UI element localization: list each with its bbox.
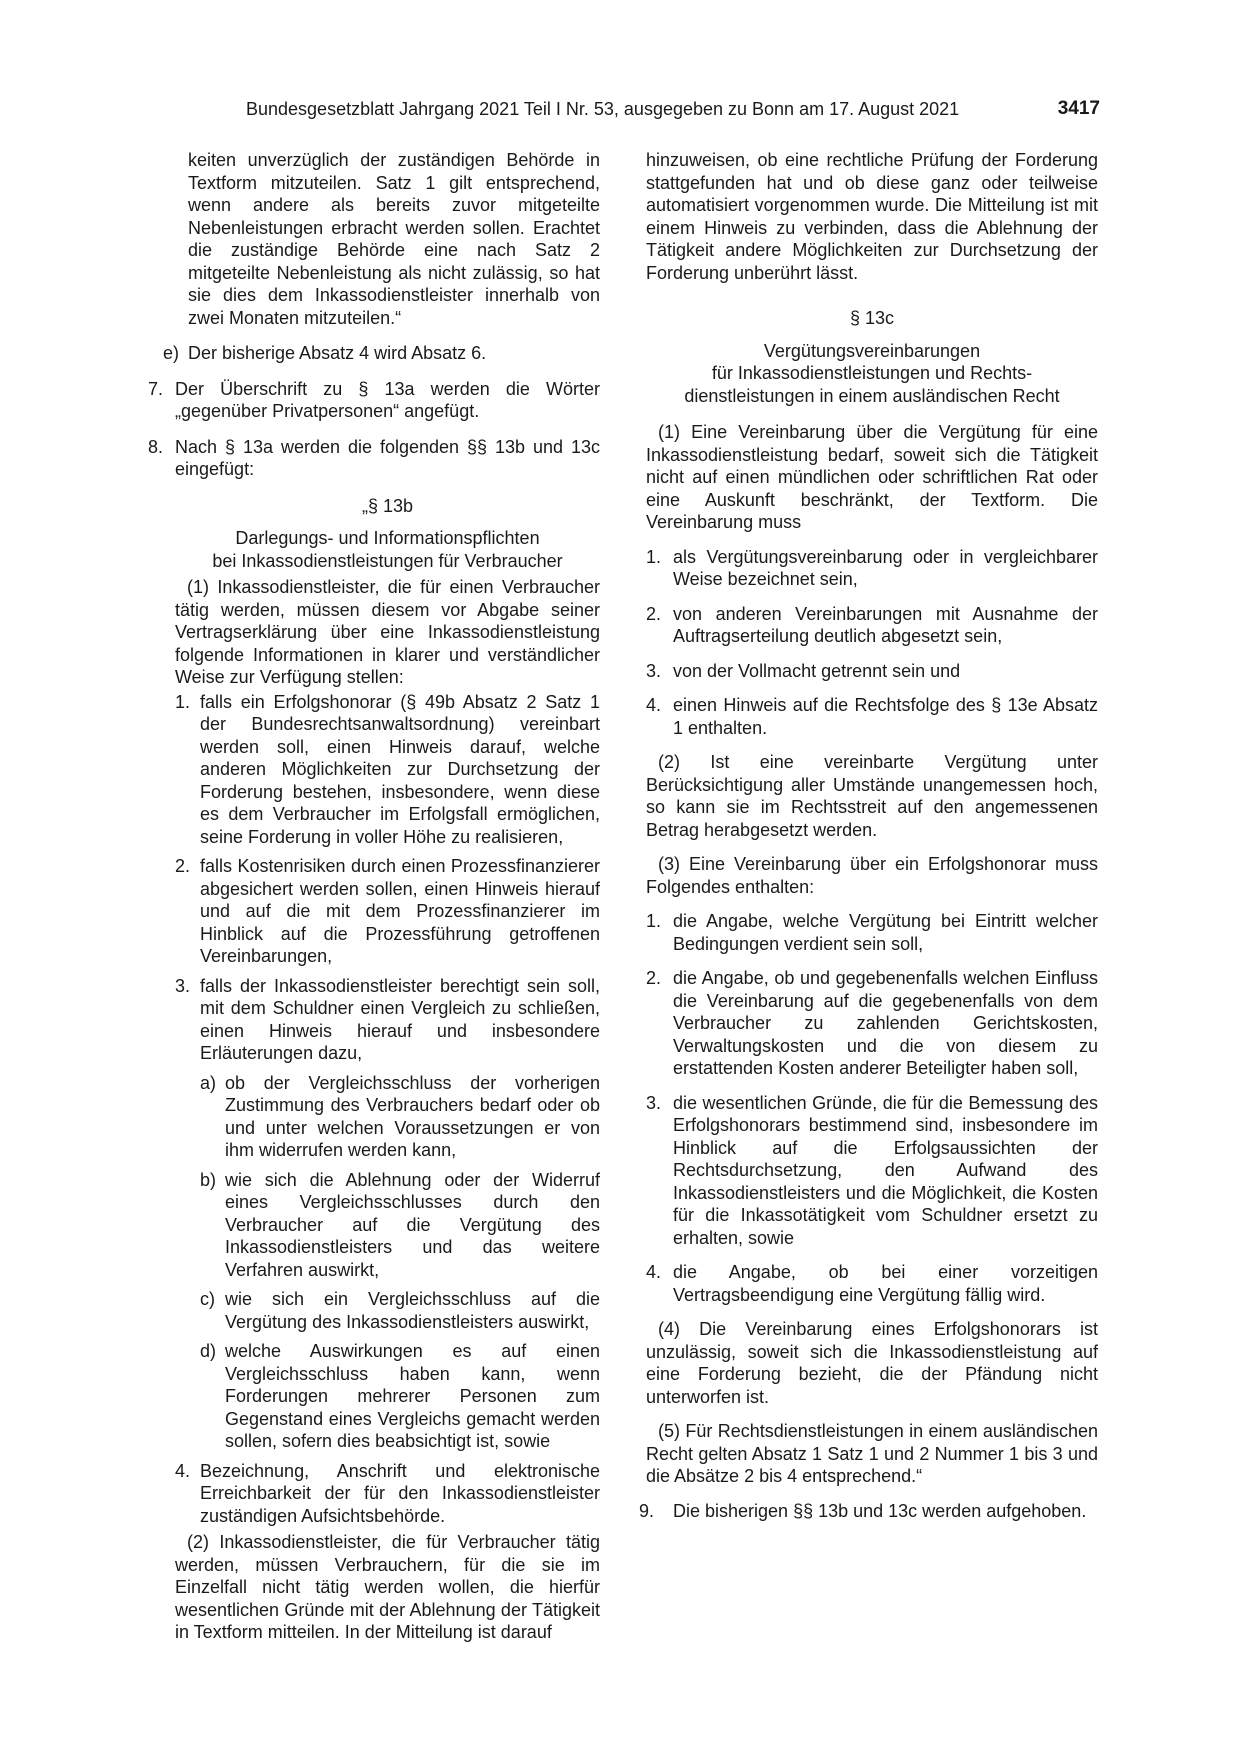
list-text: ob der Vergleichsschluss der vorherigen Zustimmung des Verbrauchers bedarf oder ob und unter welchen Voraussetzungen er von ihm widerrufen werden kann, (225, 1072, 600, 1160)
list-text: falls Kostenrisiken durch einen Prozessfinanzierer abgesichert werden sollen, einen Hinweis hierauf und auf die mit dem Prozessfinanzierer im Hinblick auf die Prozessführung getroffenen Vereinbarungen, (200, 856, 600, 966)
list-text: wie sich ein Vergleichsschluss auf die Vergütung des Inkassodienstleisters auswirkt, (225, 1289, 600, 1332)
list-text: Bezeichnung, Anschrift und elektronische Erreichbarkeit der für den Inkassodienstleister zuständigen Aufsichtsbehörde. (200, 1460, 600, 1526)
list-item (646, 694, 1098, 739)
list-item (646, 546, 1098, 591)
paragraph-abs1: (1) Eine Vereinbarung über die Vergütung für eine Inkassodienstleistung bedarf, soweit sich die Tätigkeit nicht auf einen mündlichen oder schriftlichen Rat oder eine Auskunft beschränkt, der Textform. Die Vereinbarung muss (646, 422, 1098, 532)
list-item (175, 975, 600, 1065)
list-marker: 3. (646, 660, 662, 681)
paragraph-abs1: (1) Inkassodienstleister, die für einen Verbraucher tätig werden, müssen diesem vor Abgabe seiner Vertragserklärung über eine Inkassodienstleistung folgende Informationen in klarer und verständlicher Weise zur Verfügung stellen: (175, 577, 600, 687)
list-marker: 7. (148, 378, 164, 399)
list-marker: 3. (646, 1092, 662, 1113)
paragraph-abs5: (5) Für Rechtsdienstleistungen in einem ausländischen Recht gelten Absatz 1 Satz 1 und 2 Nummer 1 bis 3 und die Absätze 2 bis 4 entsprechend.“ (646, 1421, 1098, 1486)
section-title-line: Darlegungs- und Informationspflichten (235, 528, 540, 548)
list-item-9 (639, 1500, 1098, 1523)
paragraph-abs3: (3) Eine Vereinbarung über ein Erfolgshonorar muss Folgendes enthalten: (646, 854, 1098, 897)
section-heading-13c: § 13c (849, 308, 895, 328)
list-marker: 1. (646, 911, 662, 931)
list-item (646, 910, 1098, 955)
list-text: die Angabe, ob bei einer vorzeitigen Vertragsbeendigung eine Vergütung fällig wird. (673, 1262, 1098, 1305)
list-text: falls ein Erfolgshonorar (§ 49b Absatz 2 Satz 1 der Bundesrechtsanwaltsordnung) vereinbart werden soll, einen Hinweis darauf, welche anderen Möglichkeiten zur Durchsetzung der Forderung bestehen, insbesondere, wenn diese es dem Verbraucher im Erfolgsfall ermöglichen, seine Forderung in voller Höhe zu realisieren, (200, 691, 600, 847)
sublist-item (200, 1288, 600, 1333)
section-title-line: für Inkassodienstleistungen und Rechts- (711, 363, 1033, 383)
paragraph-abs2: (2) Inkassodienstleister, die für Verbraucher tätig werden, müssen Verbrauchern, für die sie im Einzelfall nicht tätig werden wollen, die hierfür wesentlichen Gründe mit der Ablehnung der Tätigkeit in Textform mitteilen. In der Mitteilung ist darauf (175, 1532, 600, 1642)
paragraph-abs2: (2) Ist eine vereinbarte Vergütung unter Berücksichtigung aller Umstände unangemessen hoch, so kann sie im Rechtsstreit auf den angemessenen Betrag herabgesetzt werden. (646, 752, 1098, 840)
list-marker: 1. (175, 691, 191, 712)
list-item (175, 691, 600, 849)
sublist-item (200, 1340, 600, 1453)
list-item-8 (148, 436, 600, 481)
list-text: Die bisherigen §§ 13b und 13c werden aufgehoben. (673, 1500, 1087, 1521)
left-column (148, 149, 600, 1644)
page-number: 3417 (1057, 98, 1100, 119)
list-text: die wesentlichen Gründe, die für die Bemessung des Erfolgshonorars bestimmend sind, insbesondere im Hinblick auf die Erfolgsaussichten der Rechtsdurchsetzung, den Aufwand des Inkassodienstleisters und die Möglichkeit, die Kosten für die Inkassotätigkeit vom Schuldner ersetzt zu erhalten, sowie (673, 1092, 1098, 1248)
section-title-line: bei Inkassodienstleistungen für Verbraucher (212, 550, 563, 571)
page-header (246, 98, 1100, 122)
list-marker: 2. (646, 603, 662, 624)
list-text: Der bisherige Absatz 4 wird Absatz 6. (188, 343, 487, 363)
list-item (646, 603, 1098, 648)
list-text: die Angabe, welche Vergütung bei Eintritt welcher Bedingungen verdient sein soll, (673, 911, 1098, 954)
list-item-7 (148, 378, 600, 423)
section-title-line: Vergütungsvereinbarungen (763, 340, 981, 361)
list-marker: d) (200, 1341, 217, 1361)
list-marker: b) (200, 1169, 217, 1190)
continued-paragraph: keiten unverzüglich der zuständigen Behörde in Textform mitzuteilen. Satz 1 gilt entsprechend, wenn andere als bereits zuvor mitgeteilte Nebenleistungen erbracht werden sollen. Erachtet die zuständige Behörde eine nach Satz 2 mitgeteilte Nebenleistung als nicht zulässig, so hat sie dies dem Inkassodienstleister innerhalb von zwei Monaten mitzuteilen.“ (188, 150, 600, 328)
list-item (646, 1261, 1098, 1306)
list-marker: 1. (646, 546, 662, 567)
list-item (175, 855, 600, 968)
list-text: die Angabe, ob und gegebenenfalls welchen Einfluss die Vereinbarung auf die gegebenenfalls von dem Verbraucher zu zahlenden Gerichtskosten, Verwaltungskosten und die von diesem zu erstattenden Kosten anderer Beteiligter haben soll, (673, 968, 1098, 1078)
list-text: welche Auswirkungen es auf einen Vergleichsschluss haben kann, wenn Forderungen mehrerer Personen zum Gegenstand eines Vergleichs gemacht werden sollen, sofern dies beabsichtigt ist, sowie (225, 1341, 600, 1451)
list-marker: 2. (175, 856, 191, 876)
list-text: falls der Inkassodienstleister berechtigt sein soll, mit dem Schuldner einen Vergleich zu schließen, einen Hinweis hierauf und insbesondere Erläuterungen dazu, (200, 975, 600, 1063)
list-marker: 3. (175, 975, 191, 996)
list-item (175, 1460, 600, 1528)
section-heading-13b: „§ 13b (361, 495, 414, 516)
list-text: als Vergütungsvereinbarung oder in vergleichbarer Weise bezeichnet sein, (673, 546, 1098, 589)
list-item (646, 967, 1098, 1080)
list-marker: 4. (646, 1262, 662, 1282)
list-marker: a) (200, 1072, 217, 1093)
list-text: Der Überschrift zu § 13a werden die Wörter „gegenüber Privatpersonen“ angefügt. (175, 378, 600, 421)
right-column (639, 149, 1098, 1522)
sublist-item (200, 1072, 600, 1162)
list-text: wie sich die Ablehnung oder der Widerruf eines Vergleichsschlusses durch den Verbraucher auf die Vergütung des Inkassodienstleisters und das weitere Verfahren auswirkt, (225, 1169, 600, 1280)
sublist-item (200, 1169, 600, 1282)
list-text: einen Hinweis auf die Rechtsfolge des § 13e Absatz 1 enthalten. (673, 695, 1098, 738)
list-item-e (163, 342, 600, 365)
list-text: Nach § 13a werden die folgenden §§ 13b und 13c eingefügt: (175, 436, 600, 479)
list-text: von anderen Vereinbarungen mit Ausnahme der Auftragserteilung deutlich abgesetzt sein, (673, 603, 1098, 646)
paragraph-abs4: (4) Die Vereinbarung eines Erfolgshonorars ist unzulässig, soweit sich die Inkassodienstleistung auf eine Forderung bezieht, die der Pfändung nicht unterworfen ist. (646, 1319, 1098, 1407)
header-title: Bundesgesetzblatt Jahrgang 2021 Teil I Nr. 53, ausgegeben zu Bonn am 17. August 2021 (246, 99, 960, 119)
list-marker: 4. (646, 695, 662, 715)
list-marker: e) (163, 343, 180, 363)
list-marker: 4. (175, 1460, 191, 1481)
continued-paragraph: hinzuweisen, ob eine rechtliche Prüfung der Forderung stattgefunden hat und ob diese ganz oder teilweise automatisiert vorgenommen wurde. Die Mitteilung ist mit einem Hinweis zu verbinden, dass die Ablehnung der Tätigkeit andere Möglichkeiten zur Durchsetzung der Forderung unberührt lässt. (646, 150, 1098, 283)
list-text: von der Vollmacht getrennt sein und (673, 660, 961, 681)
list-item (646, 1092, 1098, 1250)
list-item (646, 660, 1098, 683)
list-marker: 2. (646, 968, 662, 988)
list-marker: 8. (148, 436, 164, 457)
list-marker: 9. (639, 1500, 655, 1521)
section-title-line: dienstleistungen in einem ausländischen Recht (684, 385, 1060, 406)
list-marker: c) (200, 1289, 215, 1309)
